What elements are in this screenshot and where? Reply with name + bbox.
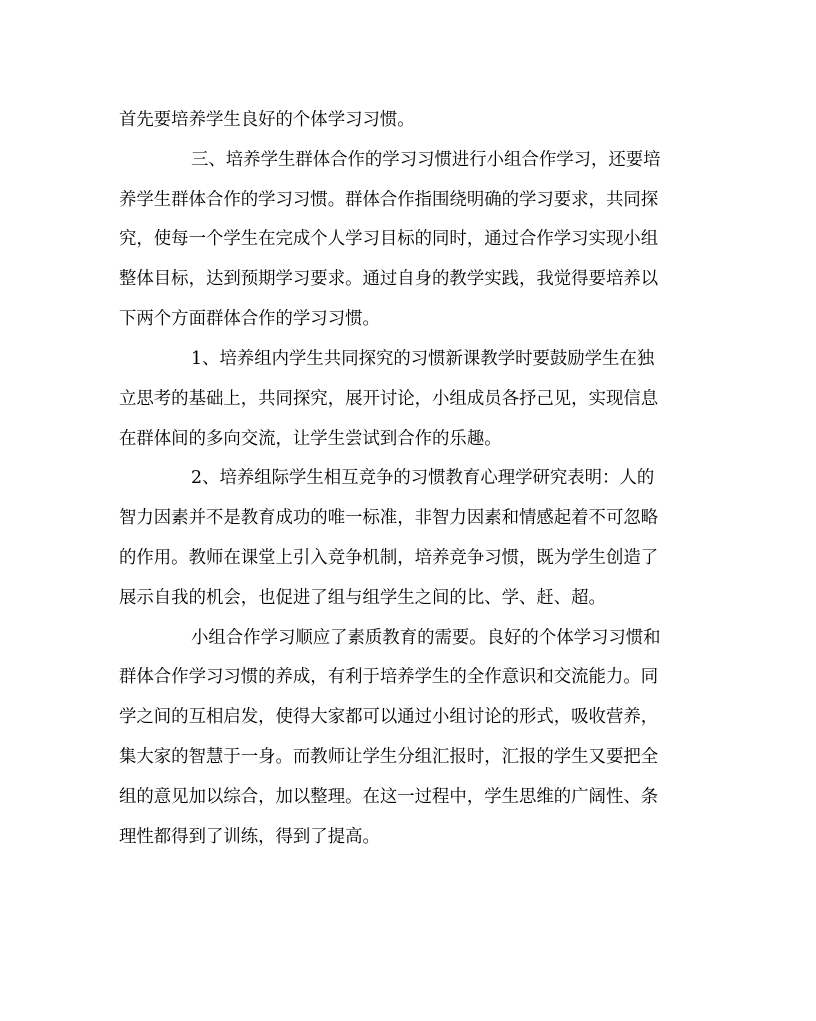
text-line: 展示自我的机会，也促进了组与组学生之间的比、学、赶、超。 bbox=[119, 588, 606, 608]
text-line: 1、培养组内学生共同探究的习惯新课教学时要鼓励学生在独 bbox=[191, 349, 655, 369]
text-line: 集大家的智慧于一身。而教师让学生分组汇报时，汇报的学生又要把全 bbox=[119, 747, 659, 767]
text-line: 智力因素并不是教育成功的唯一标准，非智力因素和情感起着不可忽略 bbox=[119, 508, 659, 528]
text-line: 群体合作学习习惯的养成，有利于培养学生的全作意识和交流能力。同 bbox=[119, 667, 659, 687]
text-line: 整体目标，达到预期学习要求。通过自身的教学实践，我觉得要培养以 bbox=[119, 269, 659, 289]
text-line: 下两个方面群体合作的学习习惯。 bbox=[119, 309, 380, 329]
text-line: 三、培养学生群体合作的学习习惯进行小组合作学习，还要培 bbox=[191, 150, 661, 170]
text-line: 立思考的基础上，共同探究，展开讨论，小组成员各抒己见，实现信息 bbox=[119, 389, 659, 409]
text-line: 组的意见加以综合，加以整理。在这一过程中，学生思维的广阔性、条 bbox=[119, 787, 659, 807]
text-line: 2、培养组际学生相互竞争的习惯教育心理学研究表明：人的 bbox=[191, 468, 655, 488]
text-line: 养学生群体合作的学习习惯。群体合作指围绕明确的学习要求，共同探 bbox=[119, 190, 659, 210]
text-line: 在群体间的多向交流，让学生尝试到合作的乐趣。 bbox=[119, 429, 502, 449]
text-line: 究，使每一个学生在完成个人学习目标的同时，通过合作学习实现小组 bbox=[119, 229, 659, 249]
text-line: 学之间的互相启发，使得大家都可以通过小组讨论的形式，吸收营养， bbox=[119, 707, 659, 727]
text-line: 的作用。教师在课堂上引入竞争机制，培养竞争习惯，既为学生创造了 bbox=[119, 548, 659, 568]
text-line: 首先要培养学生良好的个体学习习惯。 bbox=[119, 110, 415, 130]
text-line: 小组合作学习顺应了素质教育的需要。良好的个体学习习惯和 bbox=[191, 628, 661, 648]
text-line: 理性都得到了训练，得到了提高。 bbox=[119, 827, 380, 847]
